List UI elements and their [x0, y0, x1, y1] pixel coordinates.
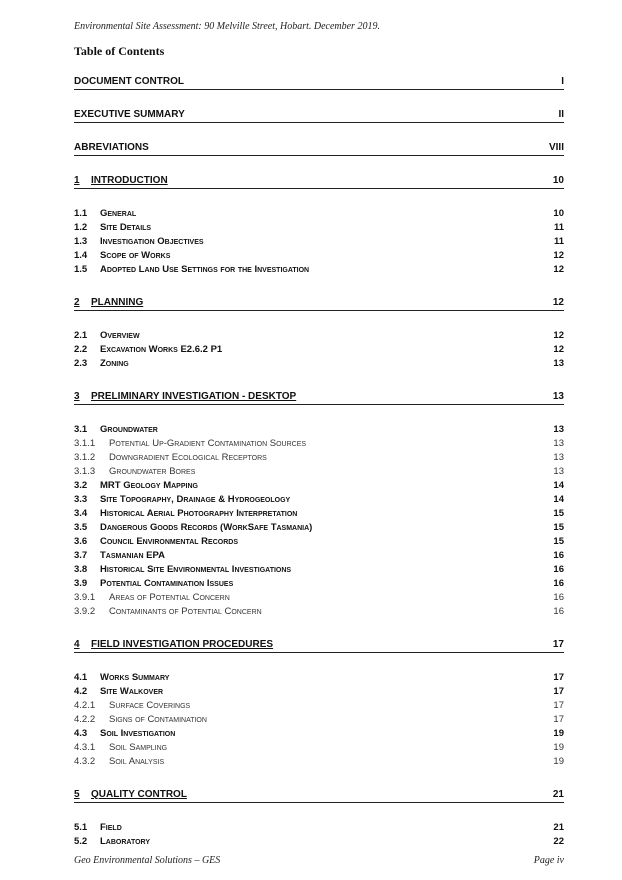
- toc-entry-page: 13: [553, 466, 564, 477]
- toc-entry-number: 3.1.2: [74, 452, 96, 463]
- toc-entry-page: 14: [553, 494, 564, 505]
- toc-entry-page: 15: [553, 508, 564, 519]
- toc-section-entry[interactable]: [74, 76, 564, 90]
- toc-entry-number: 3.7: [74, 550, 88, 561]
- toc-entry-page: I: [561, 76, 564, 87]
- toc-entry-title: Contaminants of Potential Concern: [109, 606, 262, 617]
- toc-entry-page: 15: [553, 522, 564, 533]
- toc-entry-page: 17: [552, 639, 564, 650]
- toc-entry-number: 2: [74, 297, 80, 308]
- toc-entry-number: 3.2: [74, 480, 88, 491]
- toc-entry-title: Council Environmental Records: [100, 536, 238, 547]
- toc-entry-number: 3.9.1: [74, 592, 96, 603]
- toc-entry-title: Site Topography, Drainage & Hydrogeology: [100, 494, 291, 505]
- toc-subsection-entry[interactable]: [74, 330, 564, 342]
- toc-subsection-entry[interactable]: [74, 424, 564, 436]
- toc-entry-page: 12: [552, 297, 564, 308]
- toc-entry-title: Dangerous Goods Records (WorkSafe Tasmania): [100, 522, 313, 533]
- toc-entry-title: Groundwater Bores: [109, 466, 196, 477]
- toc-subsubsection-entry[interactable]: [74, 714, 564, 726]
- toc-entry-title: Investigation Objectives: [100, 236, 204, 247]
- toc-entry-title: Areas of Potential Concern: [109, 592, 230, 603]
- toc-entry-page: 12: [553, 344, 564, 355]
- toc-entry-page: 16: [553, 564, 564, 575]
- toc-entry-page: 16: [553, 592, 564, 603]
- toc-entry-number: 5.1: [74, 822, 88, 833]
- toc-subsection-entry[interactable]: [74, 836, 564, 848]
- toc-entry-title: PLANNING: [91, 297, 144, 308]
- toc-subsection-entry[interactable]: [74, 344, 564, 356]
- toc-entry-title: Groundwater: [100, 424, 158, 435]
- toc-entry-title: QUALITY CONTROL: [91, 789, 187, 800]
- toc-entry-page: 22: [553, 836, 564, 847]
- toc-entry-number: 4.3.1: [74, 742, 96, 753]
- toc-entry-title: Historical Aerial Photography Interpretation: [100, 508, 298, 519]
- toc-entry-title: Signs of Contamination: [109, 714, 207, 725]
- toc-subsection-entry[interactable]: [74, 672, 564, 684]
- toc-entry-number: 3.9: [74, 578, 88, 589]
- footer-page-number: Page iv: [533, 855, 564, 866]
- toc-entry-title: Historical Site Environmental Investigations: [100, 564, 292, 575]
- toc-entry-title: Surface Coverings: [109, 700, 191, 711]
- toc-entry-number: 3: [74, 391, 80, 402]
- toc-entry-page: 21: [552, 789, 564, 800]
- toc-entry-number: 1.4: [74, 250, 88, 261]
- toc-entry-page: 21: [553, 822, 564, 833]
- toc-entry-title: Excavation Works E2.6.2 P1: [100, 344, 223, 355]
- toc-entry-number: 4.3.2: [74, 756, 96, 767]
- toc-entry-number: 1: [74, 175, 80, 186]
- toc-subsubsection-entry[interactable]: [74, 452, 564, 464]
- toc-entry-title: INTRODUCTION: [91, 175, 168, 186]
- toc-entry-number: 3.1: [74, 424, 88, 435]
- toc-entry-page: II: [558, 109, 564, 120]
- toc-entry-page: 10: [553, 208, 564, 219]
- toc-entry-number: 2.1: [74, 330, 88, 341]
- toc-section-entry[interactable]: [74, 789, 564, 803]
- toc-entry-page: 19: [553, 728, 564, 739]
- toc-section-entry[interactable]: [74, 175, 564, 189]
- toc-entry-number: 4.2: [74, 686, 88, 697]
- toc-entry-page: 12: [553, 330, 564, 341]
- running-header: Environmental Site Assessment: 90 Melville Street, Hobart. December 2019.: [74, 21, 380, 32]
- toc-entry-title: Potential Contamination Issues: [100, 578, 234, 589]
- toc-entry-page: 16: [553, 578, 564, 589]
- toc-entry-page: 16: [553, 550, 564, 561]
- toc-entry-page: 17: [553, 700, 564, 711]
- toc-subsection-entry[interactable]: [74, 522, 564, 534]
- toc-subsubsection-entry[interactable]: [74, 700, 564, 712]
- toc-entry-number: 5.2: [74, 836, 88, 847]
- toc-entry-page: 17: [553, 686, 564, 697]
- toc-entry-page: 10: [552, 175, 564, 186]
- toc-subsection-entry[interactable]: [74, 550, 564, 562]
- toc-entry-number: 1.3: [74, 236, 88, 247]
- toc-entry-page: 17: [553, 672, 564, 683]
- toc-entry-page: 13: [553, 438, 564, 449]
- toc-subsection-entry[interactable]: [74, 358, 564, 370]
- toc-subsection-entry[interactable]: [74, 250, 564, 262]
- toc-entry-page: 11: [553, 236, 564, 247]
- toc-entry-title: Overview: [100, 330, 140, 341]
- toc-entry-page: 11: [553, 222, 564, 233]
- toc-entry-number: 1.1: [74, 208, 88, 219]
- toc-subsection-entry[interactable]: [74, 236, 564, 248]
- toc-subsection-entry[interactable]: [74, 564, 564, 576]
- toc-entry-page: 13: [553, 358, 564, 369]
- toc-subsubsection-entry[interactable]: [74, 438, 564, 450]
- toc-entry-page: 12: [553, 250, 564, 261]
- toc-subsection-entry[interactable]: [74, 578, 564, 590]
- toc-entry-title: Downgradient Ecological Receptors: [109, 452, 267, 463]
- toc-entry-number: 3.6: [74, 536, 88, 547]
- toc-entry-page: 15: [553, 536, 564, 547]
- toc-entry-title: Potential Up-Gradient Contamination Sources: [109, 438, 307, 449]
- toc-subsubsection-entry[interactable]: [74, 606, 564, 618]
- toc-entry-number: 4.2.1: [74, 700, 96, 711]
- toc-section-entry[interactable]: [74, 142, 564, 156]
- toc-entry-title: Laboratory: [100, 836, 151, 847]
- toc-entry-title: General: [100, 208, 137, 219]
- toc-entry-title: Works Summary: [100, 672, 170, 683]
- toc-entry-title: Scope of Works: [100, 250, 171, 261]
- toc-entry-number: 1.2: [74, 222, 88, 233]
- toc-entry-page: 13: [553, 452, 564, 463]
- toc-entry-page: 12: [553, 264, 564, 275]
- toc-subsubsection-entry[interactable]: [74, 592, 564, 604]
- toc-subsection-entry[interactable]: [74, 208, 564, 220]
- toc-entry-page: 16: [553, 606, 564, 617]
- toc-section-entry[interactable]: [74, 391, 564, 405]
- toc-entry-number: 1.5: [74, 264, 88, 275]
- toc-subsubsection-entry[interactable]: [74, 742, 564, 754]
- toc-entry-number: 3.8: [74, 564, 88, 575]
- toc-entry-number: 3.3: [74, 494, 88, 505]
- toc-subsubsection-entry[interactable]: [74, 466, 564, 478]
- toc-entry-page: 19: [553, 756, 564, 767]
- toc-entry-number: 5: [74, 789, 80, 800]
- toc-entry-number: 4.2.2: [74, 714, 96, 725]
- toc-entry-title: DOCUMENT CONTROL: [74, 76, 184, 87]
- toc-entry-number: 3.9.2: [74, 606, 96, 617]
- toc-subsection-entry[interactable]: [74, 508, 564, 520]
- toc-entry-title: Adopted Land Use Settings for the Investigation: [100, 264, 310, 275]
- toc-subsection-entry[interactable]: [74, 480, 564, 492]
- toc-subsection-entry[interactable]: [74, 264, 564, 276]
- toc-entry-number: 2.2: [74, 344, 88, 355]
- toc-entry-title: Soil Sampling: [109, 742, 168, 753]
- toc-subsubsection-entry[interactable]: [74, 756, 564, 768]
- toc-entry-title: ABREVIATIONS: [74, 142, 149, 153]
- toc-section-entry[interactable]: [74, 639, 564, 653]
- toc-entry-title: Field: [100, 822, 122, 833]
- toc-entry-title: PRELIMINARY INVESTIGATION - DESKTOP: [91, 391, 297, 402]
- toc-entry-page: 14: [553, 480, 564, 491]
- toc-entry-number: 4: [74, 639, 80, 650]
- toc-subsection-entry[interactable]: [74, 536, 564, 548]
- toc-entry-title: Zoning: [100, 358, 129, 369]
- toc-subsection-entry[interactable]: [74, 494, 564, 506]
- toc-entry-number: 3.1.1: [74, 438, 96, 449]
- toc-entry-number: 3.4: [74, 508, 88, 519]
- toc-entry-page: VIII: [548, 142, 564, 153]
- toc-entry-title: MRT Geology Mapping: [100, 480, 198, 491]
- toc-heading: Table of Contents: [74, 44, 165, 58]
- toc-section-entry[interactable]: [74, 109, 564, 123]
- toc-entry-title: Soil Analysis: [109, 756, 165, 767]
- toc-entry-page: 13: [553, 424, 564, 435]
- toc-entry-title: Tasmanian EPA: [100, 550, 165, 561]
- toc-entry-title: FIELD INVESTIGATION PROCEDURES: [91, 639, 274, 650]
- toc-entry-title: Site Details: [100, 222, 152, 233]
- toc-entry-number: 4.1: [74, 672, 88, 683]
- toc-entry-page: 13: [552, 391, 564, 402]
- toc-entry-page: 19: [553, 742, 564, 753]
- toc-entry-title: Site Walkover: [100, 686, 164, 697]
- toc-entry-number: 3.5: [74, 522, 88, 533]
- toc-section-entry[interactable]: [74, 297, 564, 311]
- toc-entry-number: 3.1.3: [74, 466, 96, 477]
- toc-entry-title: Soil Investigation: [100, 728, 176, 739]
- toc-entry-page: 17: [553, 714, 564, 725]
- toc-subsection-entry[interactable]: [74, 822, 564, 834]
- toc-subsection-entry[interactable]: [74, 686, 564, 698]
- footer-company: Geo Environmental Solutions – GES: [74, 855, 221, 866]
- toc-entry-title: EXECUTIVE SUMMARY: [74, 109, 185, 120]
- toc-entry-number: 4.3: [74, 728, 88, 739]
- toc-entry-number: 2.3: [74, 358, 88, 369]
- toc-subsection-entry[interactable]: [74, 222, 564, 234]
- toc-subsection-entry[interactable]: [74, 728, 564, 740]
